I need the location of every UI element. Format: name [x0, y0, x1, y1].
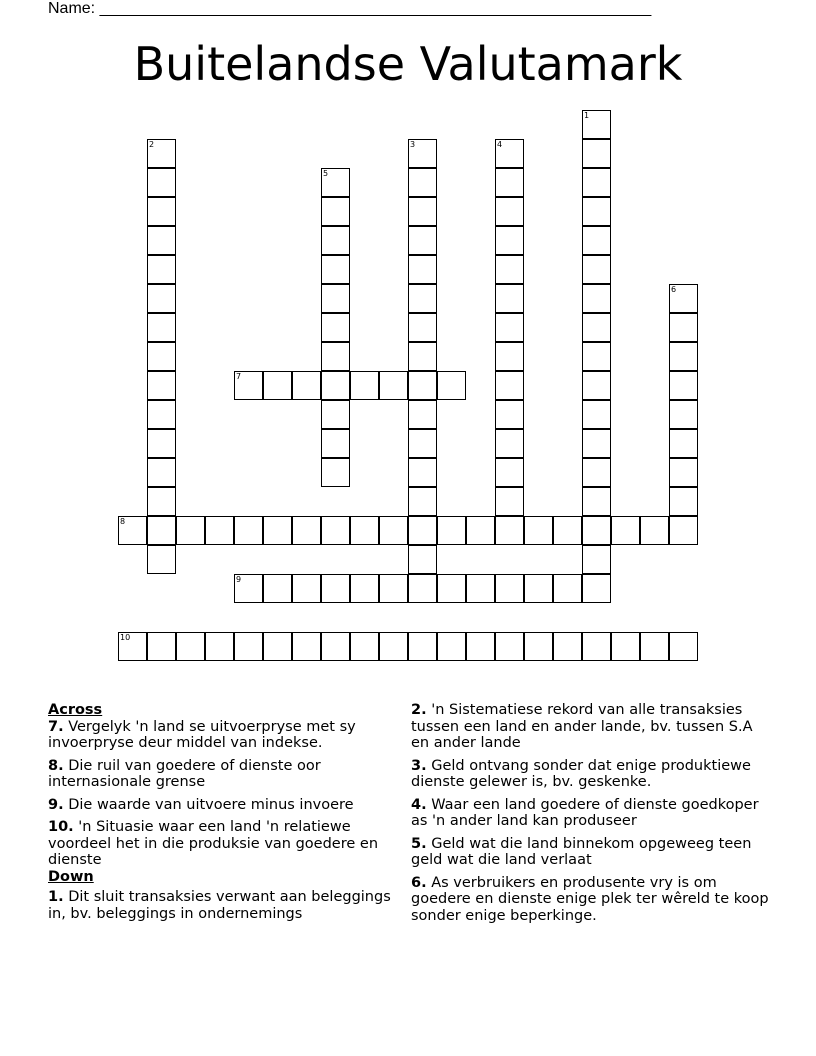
crossword-cell[interactable] [408, 574, 437, 603]
clue-text: Vergelyk 'n land se uitvoerpryse met sy invoerpryse deur middel van indekse. [48, 718, 356, 751]
crossword-cell[interactable] [553, 574, 582, 603]
crossword-cell[interactable] [437, 574, 466, 603]
crossword-cell[interactable] [408, 284, 437, 313]
crossword-cell[interactable] [495, 284, 524, 313]
clue-down-1 [48, 889, 408, 922]
crossword-cell[interactable] [379, 371, 408, 400]
crossword-cell[interactable] [408, 516, 437, 545]
crossword-cell[interactable] [582, 458, 611, 487]
clues-right-column [411, 702, 771, 930]
crossword-cell[interactable] [495, 313, 524, 342]
crossword-cell[interactable] [495, 487, 524, 516]
crossword-cell[interactable] [408, 487, 437, 516]
crossword-cell[interactable] [321, 429, 350, 458]
crossword-cell[interactable] [669, 487, 698, 516]
crossword-cell[interactable] [263, 632, 292, 661]
crossword-cell[interactable] [147, 342, 176, 371]
cell-number: 10 [120, 633, 131, 642]
clue-text: 'n Situasie waar een land 'n relatiewe voordeel het in die produksie van goedere en dienste [48, 819, 379, 868]
crossword-cell[interactable] [524, 516, 553, 545]
crossword-cell[interactable] [321, 400, 350, 429]
clue-down-2 [411, 702, 771, 752]
cell-number: 1 [584, 111, 590, 120]
clue-down-4 [411, 797, 771, 830]
crossword-cell[interactable] [321, 168, 350, 197]
crossword-cell[interactable] [437, 516, 466, 545]
crossword-cell[interactable] [495, 139, 524, 168]
crossword-cell[interactable] [147, 371, 176, 400]
clue-number: 10. [48, 819, 74, 835]
crossword-cell[interactable] [582, 516, 611, 545]
crossword-cell[interactable] [321, 342, 350, 371]
crossword-cell[interactable] [408, 632, 437, 661]
crossword-cell[interactable] [495, 632, 524, 661]
crossword-cell[interactable] [234, 574, 263, 603]
crossword-cell[interactable] [408, 545, 437, 574]
clue-down-3 [411, 758, 771, 791]
crossword-cell[interactable] [147, 545, 176, 574]
crossword-cell[interactable] [582, 197, 611, 226]
clue-text: Geld ontvang sonder dat enige produktiewe dienste gelewer is, bv. geskenke. [411, 757, 751, 790]
clue-number: 3. [411, 757, 427, 774]
crossword-cell[interactable] [669, 400, 698, 429]
crossword-cell[interactable] [379, 632, 408, 661]
crossword-cell[interactable] [234, 632, 263, 661]
clue-text: Die waarde van uitvoere minus invoere [68, 796, 354, 813]
crossword-cell[interactable] [147, 197, 176, 226]
crossword-cell[interactable] [524, 574, 553, 603]
crossword-cell[interactable] [147, 139, 176, 168]
crossword-cell[interactable] [669, 284, 698, 313]
crossword-cell[interactable] [495, 574, 524, 603]
clue-text: Geld wat die land binnekom opgeweeg teen geld wat die land verlaat [411, 835, 752, 868]
crossword-cell[interactable] [118, 516, 147, 545]
crossword-cell[interactable] [321, 313, 350, 342]
cell-number: 7 [236, 372, 242, 381]
crossword-cell[interactable] [379, 574, 408, 603]
crossword-cell[interactable] [495, 197, 524, 226]
crossword-cell[interactable] [321, 226, 350, 255]
crossword-cell[interactable] [147, 400, 176, 429]
crossword-cell[interactable] [495, 371, 524, 400]
crossword-cell[interactable] [234, 516, 263, 545]
crossword-cell[interactable] [205, 632, 234, 661]
clue-text: Dit sluit transaksies verwant aan beleggings in, bv. beleggings in ondernemings [48, 889, 391, 922]
crossword-cell[interactable] [408, 168, 437, 197]
crossword-cell[interactable] [582, 632, 611, 661]
clue-across-10 [48, 819, 408, 869]
crossword-cell[interactable] [147, 487, 176, 516]
crossword-cell[interactable] [495, 429, 524, 458]
crossword-cell[interactable] [321, 458, 350, 487]
crossword-cell[interactable] [495, 226, 524, 255]
clue-number: 8. [48, 757, 64, 774]
crossword-cell[interactable] [466, 574, 495, 603]
clue-text: Waar een land goedere of dienste goedkoper as 'n ander land kan produseer [411, 796, 759, 829]
crossword-cell[interactable] [408, 458, 437, 487]
crossword-cell[interactable] [582, 545, 611, 574]
clue-number: 4. [411, 796, 427, 813]
clues-left-column [48, 702, 408, 928]
crossword-cell[interactable] [582, 400, 611, 429]
crossword-cell[interactable] [292, 516, 321, 545]
cell-number: 3 [410, 140, 416, 149]
crossword-cell[interactable] [669, 313, 698, 342]
across-heading: Across [48, 702, 103, 718]
crossword-cell[interactable] [582, 110, 611, 139]
crossword-cell[interactable] [437, 632, 466, 661]
crossword-cell[interactable] [582, 226, 611, 255]
crossword-cell[interactable] [263, 516, 292, 545]
cell-number: 2 [149, 140, 155, 149]
crossword-cell[interactable] [495, 458, 524, 487]
clue-number: 7. [48, 718, 64, 735]
crossword-cell[interactable] [495, 255, 524, 284]
crossword-cell[interactable] [147, 313, 176, 342]
clue-across-9 [48, 797, 408, 814]
crossword-cell[interactable] [611, 632, 640, 661]
crossword-cell[interactable] [582, 371, 611, 400]
crossword-cell[interactable] [466, 632, 495, 661]
crossword-cell[interactable] [495, 168, 524, 197]
crossword-cell[interactable] [205, 516, 234, 545]
crossword-cell[interactable] [176, 632, 205, 661]
crossword-cell[interactable] [611, 516, 640, 545]
crossword-cell[interactable] [582, 168, 611, 197]
crossword-cell[interactable] [147, 429, 176, 458]
crossword-cell[interactable] [495, 342, 524, 371]
clue-number: 1. [48, 889, 64, 905]
crossword-cell[interactable] [582, 139, 611, 168]
crossword-cell[interactable] [408, 400, 437, 429]
crossword-cell[interactable] [176, 516, 205, 545]
crossword-cell[interactable] [669, 371, 698, 400]
crossword-cell[interactable] [147, 458, 176, 487]
crossword-cell[interactable] [669, 632, 698, 661]
crossword-cell[interactable] [350, 632, 379, 661]
crossword-cell[interactable] [147, 284, 176, 313]
crossword-cell[interactable] [292, 632, 321, 661]
crossword-cell[interactable] [234, 371, 263, 400]
crossword-cell[interactable] [437, 371, 466, 400]
crossword-cell[interactable] [466, 516, 495, 545]
crossword-cell[interactable] [582, 574, 611, 603]
crossword-cell[interactable] [350, 516, 379, 545]
crossword-cell[interactable] [292, 371, 321, 400]
crossword-cell[interactable] [408, 197, 437, 226]
crossword-cell[interactable] [640, 516, 669, 545]
crossword-cell[interactable] [147, 516, 176, 545]
crossword-cell[interactable] [495, 400, 524, 429]
crossword-cell[interactable] [582, 284, 611, 313]
crossword-cell[interactable] [669, 458, 698, 487]
down-heading: Down [48, 868, 94, 885]
clue-down-5 [411, 836, 771, 869]
clue-down-6 [411, 875, 771, 925]
crossword-cell[interactable] [292, 574, 321, 603]
crossword-cell[interactable] [669, 342, 698, 371]
clue-across-8 [48, 758, 408, 791]
clue-across-7 [48, 719, 408, 752]
crossword-cell[interactable] [263, 574, 292, 603]
crossword-cell[interactable] [408, 429, 437, 458]
crossword-cell[interactable] [669, 516, 698, 545]
crossword-cell[interactable] [147, 632, 176, 661]
clue-number: 6. [411, 874, 427, 891]
crossword-cell[interactable] [408, 371, 437, 400]
crossword-cell[interactable] [582, 429, 611, 458]
crossword-cell[interactable] [582, 255, 611, 284]
crossword-cell[interactable] [408, 255, 437, 284]
cell-number: 6 [671, 285, 677, 294]
crossword-cell[interactable] [553, 516, 582, 545]
crossword-cell[interactable] [524, 632, 553, 661]
crossword-cell[interactable] [350, 371, 379, 400]
crossword-cell[interactable] [321, 197, 350, 226]
crossword-cell[interactable] [669, 429, 698, 458]
crossword-cell[interactable] [640, 632, 669, 661]
page-title: Buitelandse Valutamark [133, 37, 683, 91]
cell-number: 4 [497, 140, 503, 149]
clue-number: 5. [411, 835, 427, 852]
crossword-cell[interactable] [553, 632, 582, 661]
crossword-cell[interactable] [582, 487, 611, 516]
crossword-cell[interactable] [321, 255, 350, 284]
cell-number: 8 [120, 517, 126, 526]
cell-number: 9 [236, 575, 242, 584]
clue-text: As verbruikers en produsente vry is om goedere en dienste enige plek ter wêreld te koop sonder enige beperkinge. [411, 874, 769, 924]
crossword-cell[interactable] [321, 516, 350, 545]
crossword-cell[interactable] [147, 255, 176, 284]
crossword-cell[interactable] [379, 516, 408, 545]
crossword-cell[interactable] [582, 313, 611, 342]
crossword-cell[interactable] [495, 516, 524, 545]
crossword-cell[interactable] [147, 226, 176, 255]
crossword-cell[interactable] [321, 371, 350, 400]
clue-number: 9. [48, 796, 64, 813]
crossword-cell[interactable] [350, 574, 379, 603]
crossword-cell[interactable] [321, 284, 350, 313]
name-field[interactable]: Name: ______________________________________________________________ [48, 0, 652, 17]
cell-number: 5 [323, 169, 329, 178]
crossword-cell[interactable] [147, 168, 176, 197]
clue-text: Die ruil van goedere of dienste oor internasionale grense [48, 757, 321, 790]
crossword-cell[interactable] [408, 139, 437, 168]
clue-number: 2. [411, 702, 427, 718]
crossword-cell[interactable] [321, 574, 350, 603]
crossword-cell[interactable] [321, 632, 350, 661]
crossword-cell[interactable] [263, 371, 292, 400]
crossword-cell[interactable] [408, 226, 437, 255]
crossword-cell[interactable] [408, 342, 437, 371]
crossword-cell[interactable] [582, 342, 611, 371]
crossword-cell[interactable] [408, 313, 437, 342]
crossword-cell[interactable] [118, 632, 147, 661]
clue-text: 'n Sistematiese rekord van alle transaksies tussen een land en ander lande, bv. tussen S.A en ander lande [411, 702, 753, 751]
